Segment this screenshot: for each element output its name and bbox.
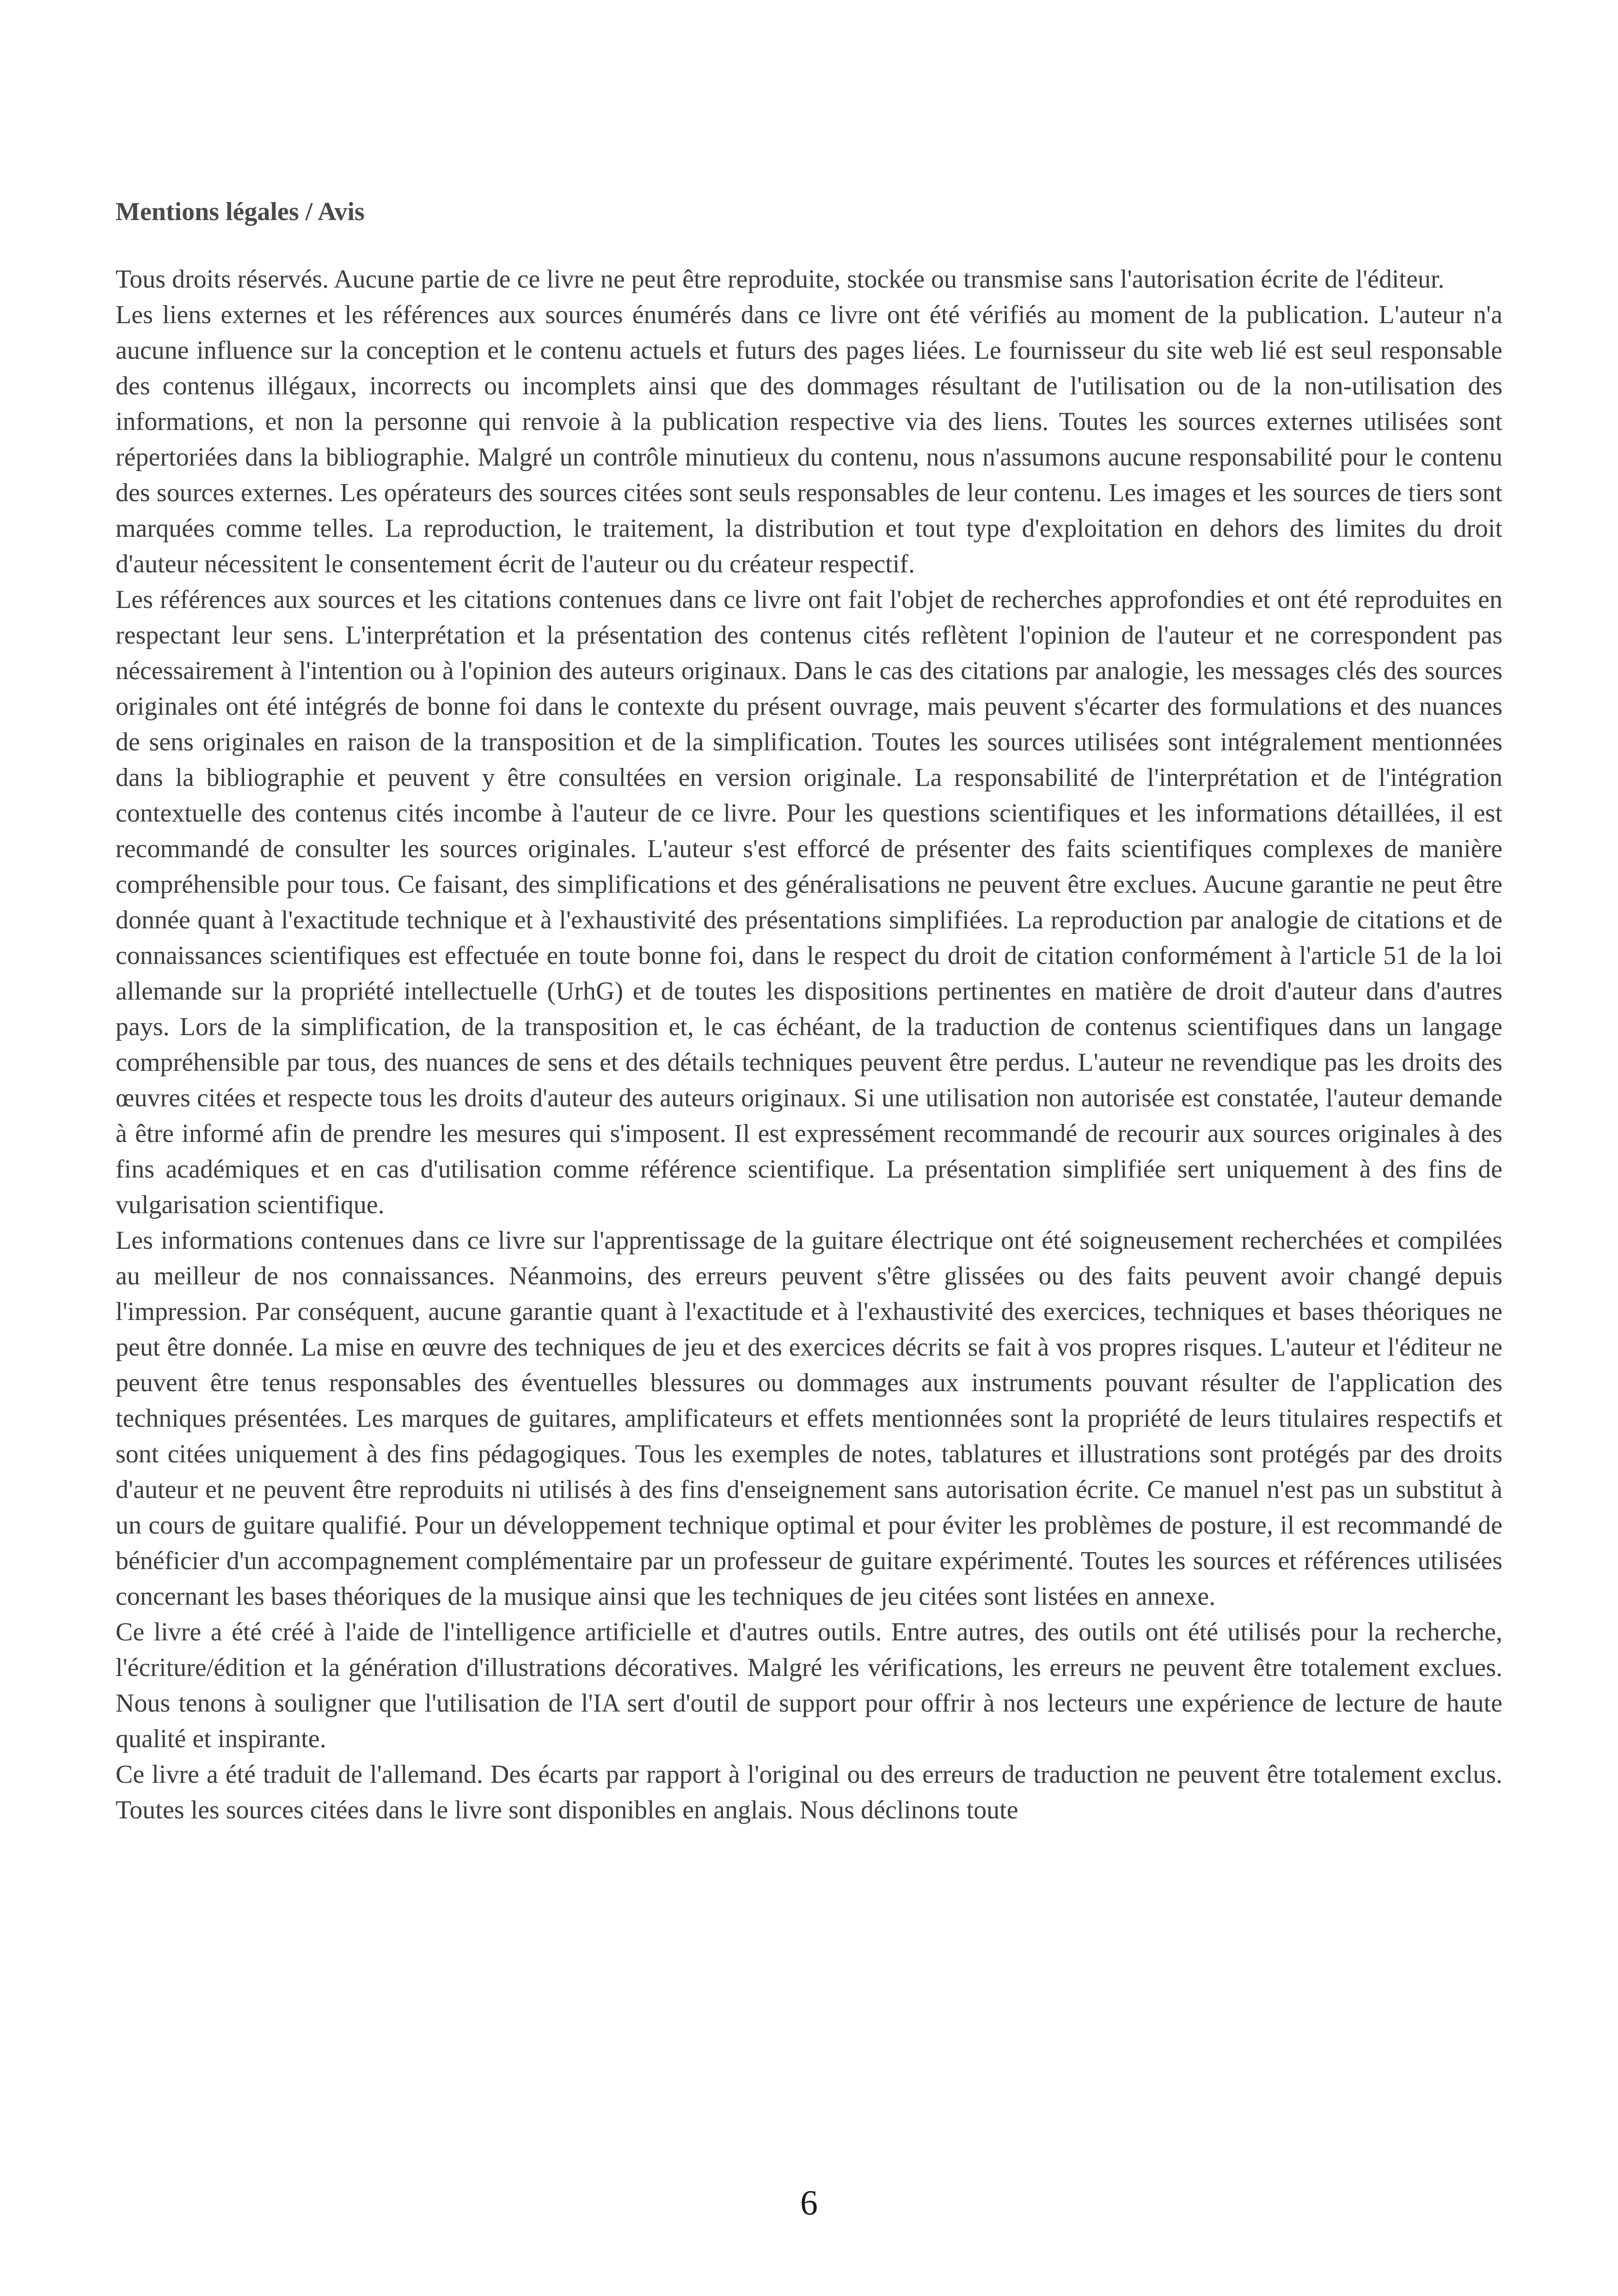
paragraph-ai-notice: Ce livre a été créé à l'aide de l'intelligence artificielle et d'autres outils. Entre autres, des outils ont été utilisés pour la recherche, l'écriture/édition et la génération d'illustrations décoratives. Malgré les vérifications, les erreurs ne peuvent être totalement exclues. Nous tenons à souligner que l'utilisation de l'IA sert d'outil de support pour offrir à nos lecteurs une expérience de lecture de haute qualité et inspirante.: [116, 1618, 1502, 1753]
paragraph-guitar-disclaimer: Les informations contenues dans ce livre sur l'apprentissage de la guitare électrique ont été soigneusement recherchées et compilées au meilleur de nos connaissances. Néanmoins, des erreurs peuvent s'être glissées ou des faits peuvent avoir changé depuis l'impression. Par conséquent, aucune garantie quant à l'exactitude et à l'exhaustivité des exercices, techniques et bases théoriques ne peut être donnée. La mise en œuvre des techniques de jeu et des exercices décrits se fait à vos propres risques. L'auteur et l'éditeur ne peuvent être tenus responsables des éventuelles blessures ou dommages aux instruments pouvant résulter de l'application des techniques présentées. Les marques de guitares, amplificateurs et effets mentionnées sont la propriété de leurs titulaires respectifs et sont citées uniquement à des fins pédagogiques. Tous les exemples de notes, tablatures et illustrations sont protégés par des droits d'auteur et ne peuvent être reproduits ni utilisés à des fins d'enseignement sans autorisation écrite. Ce manuel n'est pas un substitut à un cours de guitare qualifié. Pour un développement technique optimal et pour éviter les problèmes de posture, il est recommandé de bénéficier d'un accompagnement complémentaire par un professeur de guitare expérimenté. Toutes les sources et références utilisées concernant les bases théoriques de la musique ainsi que les techniques de jeu citées sont listées en annexe.: [116, 1226, 1502, 1611]
paragraph-external-links: Les liens externes et les références aux sources énumérés dans ce livre ont été vérifiés au moment de la publication. L'auteur n'a aucune influence sur la conception et le contenu actuels et futurs des pages liées. Le fournisseur du site web lié est seul responsable des contenus illégaux, incorrects ou incomplets ainsi que des dommages résultant de l'utilisation ou de la non-utilisation des informations, et non la personne qui renvoie à la publication respective via des liens. Toutes les sources externes utilisées sont répertoriées dans la bibliographie. Malgré un contrôle minutieux du contenu, nous n'assumons aucune responsabilité pour le contenu des sources externes. Les opérateurs des sources citées sont seuls responsables de leur contenu. Les images et les sources de tiers sont marquées comme telles. La reproduction, le traitement, la distribution et tout type d'exploitation en dehors des limites du droit d'auteur nécessitent le consentement écrit de l'auteur ou du créateur respectif.: [116, 301, 1502, 578]
paragraph-translation-notice: Ce livre a été traduit de l'allemand. Des écarts par rapport à l'original ou des erreurs de traduction ne peuvent être totalement exclus. Toutes les sources citées dans le livre sont disponibles en anglais. Nous déclinons toute: [116, 1760, 1502, 1824]
page-number: 6: [800, 2184, 818, 2222]
page-content: [116, 194, 1502, 1828]
paragraph-copyright: Tous droits réservés. Aucune partie de ce livre ne peut être reproduite, stockée ou transmise sans l'autorisation écrite de l'éditeur.: [116, 265, 1445, 294]
section-heading: Mentions légales / Avis: [116, 197, 365, 226]
paragraph-citations: Les références aux sources et les citations contenues dans ce livre ont fait l'objet de recherches approfondies et ont été reproduites en respectant leur sens. L'interprétation et la présentation des contenus cités reflètent l'opinion de l'auteur et ne correspondent pas nécessairement à l'intention ou à l'opinion des auteurs originaux. Dans le cas des citations par analogie, les messages clés des sources originales ont été intégrés de bonne foi dans le contexte du présent ouvrage, mais peuvent s'écarter des formulations et des nuances de sens originales en raison de la transposition et de la simplification. Toutes les sources utilisées sont intégralement mentionnées dans la bibliographie et peuvent y être consultées en version originale. La responsabilité de l'interprétation et de l'intégration contextuelle des contenus cités incombe à l'auteur de ce livre. Pour les questions scientifiques et les informations détaillées, il est recommandé de consulter les sources originales. L'auteur s'est efforcé de présenter des faits scientifiques complexes de manière compréhensible pour tous. Ce faisant, des simplifications et des généralisations ne peuvent être exclues. Aucune garantie ne peut être donnée quant à l'exactitude technique et à l'exhaustivité des présentations simplifiées. La reproduction par analogie de citations et de connaissances scientifiques est effectuée en toute bonne foi, dans le respect du droit de citation conformément à l'article 51 de la loi allemande sur la propriété intellectuelle (UrhG) et de toutes les dispositions pertinentes en matière de droit d'auteur dans d'autres pays. Lors de la simplification, de la transposition et, le cas échéant, de la traduction de contenus scientifiques dans un langage compréhensible par tous, des nuances de sens et des détails techniques peuvent être perdus. L'auteur ne revendique pas les droits des œuvres citées et respecte tous les droits d'auteur des auteurs originaux. Si une utilisation non autorisée est constatée, l'auteur demande à être informé afin de prendre les mesures qui s'imposent. Il est expressément recommandé de recourir aux sources originales à des fins académiques et en cas d'utilisation comme référence scientifique. La présentation simplifiée sert uniquement à des fins de vulgarisation scientifique.: [116, 585, 1502, 1219]
